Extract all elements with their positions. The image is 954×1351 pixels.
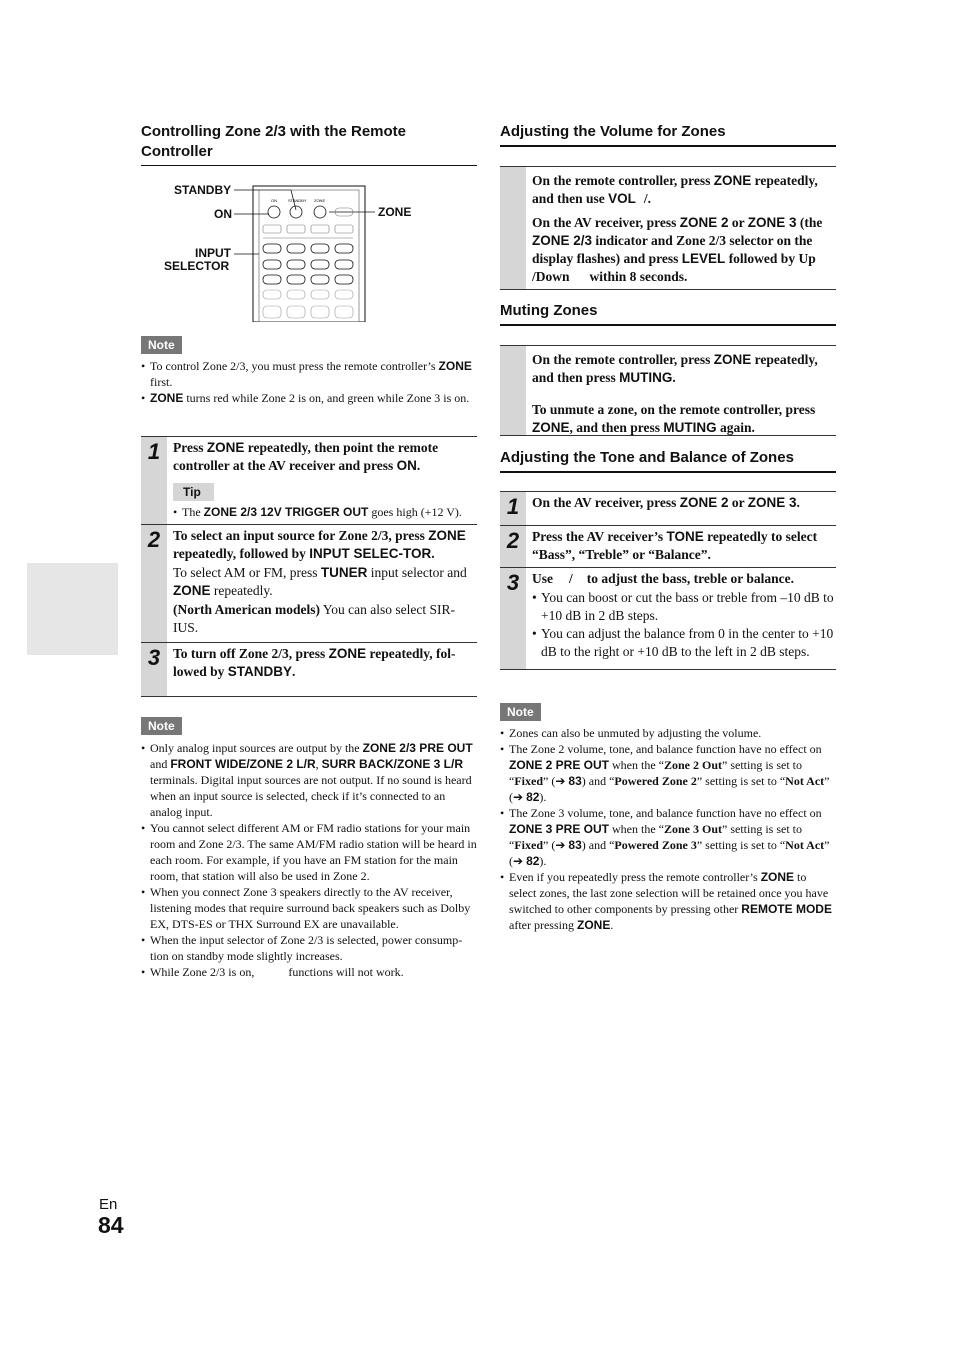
section-tab [27, 563, 118, 655]
step-number: 3 [141, 643, 167, 696]
section-heading-volume: Adjusting the Volume for Zones [500, 122, 836, 147]
step-number: 3 [500, 568, 526, 669]
note-item: • Only analog input sources are output by the ZONE 2/3 PRE OUT and FRONT WIDE/ZONE 2 L/R, SURR BACK/ZONE 3 L/R terminals. Digital input sources are not output. If no sound is heard when an input source is selected, check if it’s connected to an analog input. [141, 740, 477, 820]
svg-text:ON: ON [271, 198, 277, 203]
note-zone-general [141, 717, 477, 980]
note-item: • Zones can also be unmuted by adjusting the volume. [500, 725, 836, 741]
remote-diagram [141, 180, 477, 322]
note-item: • To control Zone 2/3, you must press the remote controller’s ZONE first. [141, 358, 477, 390]
page-language: En [99, 1196, 118, 1213]
step-2: 2 Press the AV receiver’s TONE repeatedly to select “Bass”, “Treble” or “Balance”. [500, 525, 836, 567]
note-item: • You cannot select different AM or FM radio stations for your main room and Zone 2/3. The same AM/FM radio station will be heard in each room. For example, if you have an FM station for the main room, that station will also be used in Zone 2. [141, 820, 477, 884]
steps-tone [500, 491, 836, 670]
note-item: • Even if you repeatedly press the remote controller’s ZONE to select zones, the last zone selection will be retained once you have switched to other components by pressing other REMOTE MODE after pressing ZONE. [500, 869, 836, 933]
note-item: • When you connect Zone 3 speakers directly to the AV receiver, listening modes that require surround back speakers such as Dolby EX, DTS-ES or THX Surround EX are unavailable. [141, 884, 477, 932]
step-bullet: • You can boost or cut the bass or treble from –10 dB to +10 dB in 2 dB steps. [532, 589, 836, 625]
label-selector: SELECTOR [164, 259, 230, 273]
label-zone: ZONE [378, 205, 412, 219]
steps-zone-remote [141, 436, 477, 697]
label-input: INPUT [195, 246, 231, 260]
procedure-muting: On the remote controller, press ZONE repeatedly, and then press MUTING. To unmute a zone, on the remote controller, press ZONE, and then press MUTING again. [500, 345, 836, 436]
step-3: 3 Use / to adjust the bass, treble or balance. • You can boost or cut the bass or treble from –10 dB to +10 dB in 2 dB steps. • You can adjust the balance from 0 in the center to +10 dB to the right or +10 dB to the left in 2 dB steps. [500, 567, 836, 669]
note-zone-remote [141, 336, 477, 406]
page-number: 84 [98, 1212, 124, 1238]
tip: Tip • The ZONE 2/3 12V TRIGGER OUT goes high (+12 V). [173, 483, 477, 520]
section-heading-zone-remote: Controlling Zone 2/3 with the Remote Controller [141, 122, 477, 166]
note-item: • The Zone 2 volume, tone, and balance function have no effect on ZONE 2 PRE OUT when the “Zone 2 Out” setting is set to “Fixed” (➔ 83) and “Powered Zone 2” setting is set to “Not Act” (➔ 82). [500, 741, 836, 805]
label-standby: STANDBY [174, 183, 232, 197]
procedure-volume: On the remote controller, press ZONE repeatedly, and then use VOL /. On the AV receiver, press ZONE 2 or ZONE 3 (the ZONE 2/3 indicator and Zone 2/3 selector on the display flashes) and press LEVEL followed by Up/Down within 8 seconds. [500, 166, 836, 290]
note-item: • The Zone 3 volume, tone, and balance function have no effect on ZONE 3 PRE OUT when the “Zone 3 Out” setting is set to “Fixed” (➔ 83) and “Powered Zone 3” setting is set to “Not Act” (➔ 82). [500, 805, 836, 869]
svg-text:STANDBY: STANDBY [288, 198, 307, 203]
step-1: 1 Press ZONE repeatedly, then point the remote controller at the AV receiver and press ON. Tip • The ZONE 2/3 12V TRIGGER OUT goes high (+12 V). [141, 436, 477, 524]
step-number: 1 [141, 437, 167, 524]
tip-tag: Tip [173, 483, 214, 501]
note-tag: Note [141, 717, 182, 735]
step-bullet: • You can adjust the balance from 0 in the center to +10 dB to the right or +10 dB to the left in 2 dB steps. [532, 625, 836, 661]
step-3: 3 To turn off Zone 2/3, press ZONE repeatedly, fol-lowed by STANDBY. [141, 642, 477, 696]
step-1: 1 On the AV receiver, press ZONE 2 or ZONE 3. [500, 491, 836, 525]
note-item: • When the input selector of Zone 2/3 is selected, power consump-tion on standby mode slightly increases. [141, 932, 477, 964]
label-on: ON [214, 207, 232, 221]
step-number: 1 [500, 492, 526, 525]
note-tag: Note [500, 703, 541, 721]
step-number: 2 [500, 526, 526, 567]
section-heading-tone: Adjusting the Tone and Balance of Zones [500, 448, 836, 473]
note-tone [500, 703, 836, 933]
step-number: 2 [141, 525, 167, 642]
note-item: • ZONE turns red while Zone 2 is on, and green while Zone 3 is on. [141, 390, 477, 406]
remote-illustration [141, 180, 477, 322]
section-heading-muting: Muting Zones [500, 301, 836, 326]
note-item: • While Zone 2/3 is on, functions will not work. [141, 964, 477, 980]
step-2: 2 To select an input source for Zone 2/3, press ZONE repeatedly, followed by INPUT SELEC-TOR. To select AM or FM, press TUNER input selector and ZONE repeatedly. (North American models) You can also select SIR-IUS. [141, 524, 477, 642]
note-tag: Note [141, 336, 182, 354]
svg-text:ZONE: ZONE [314, 198, 326, 203]
